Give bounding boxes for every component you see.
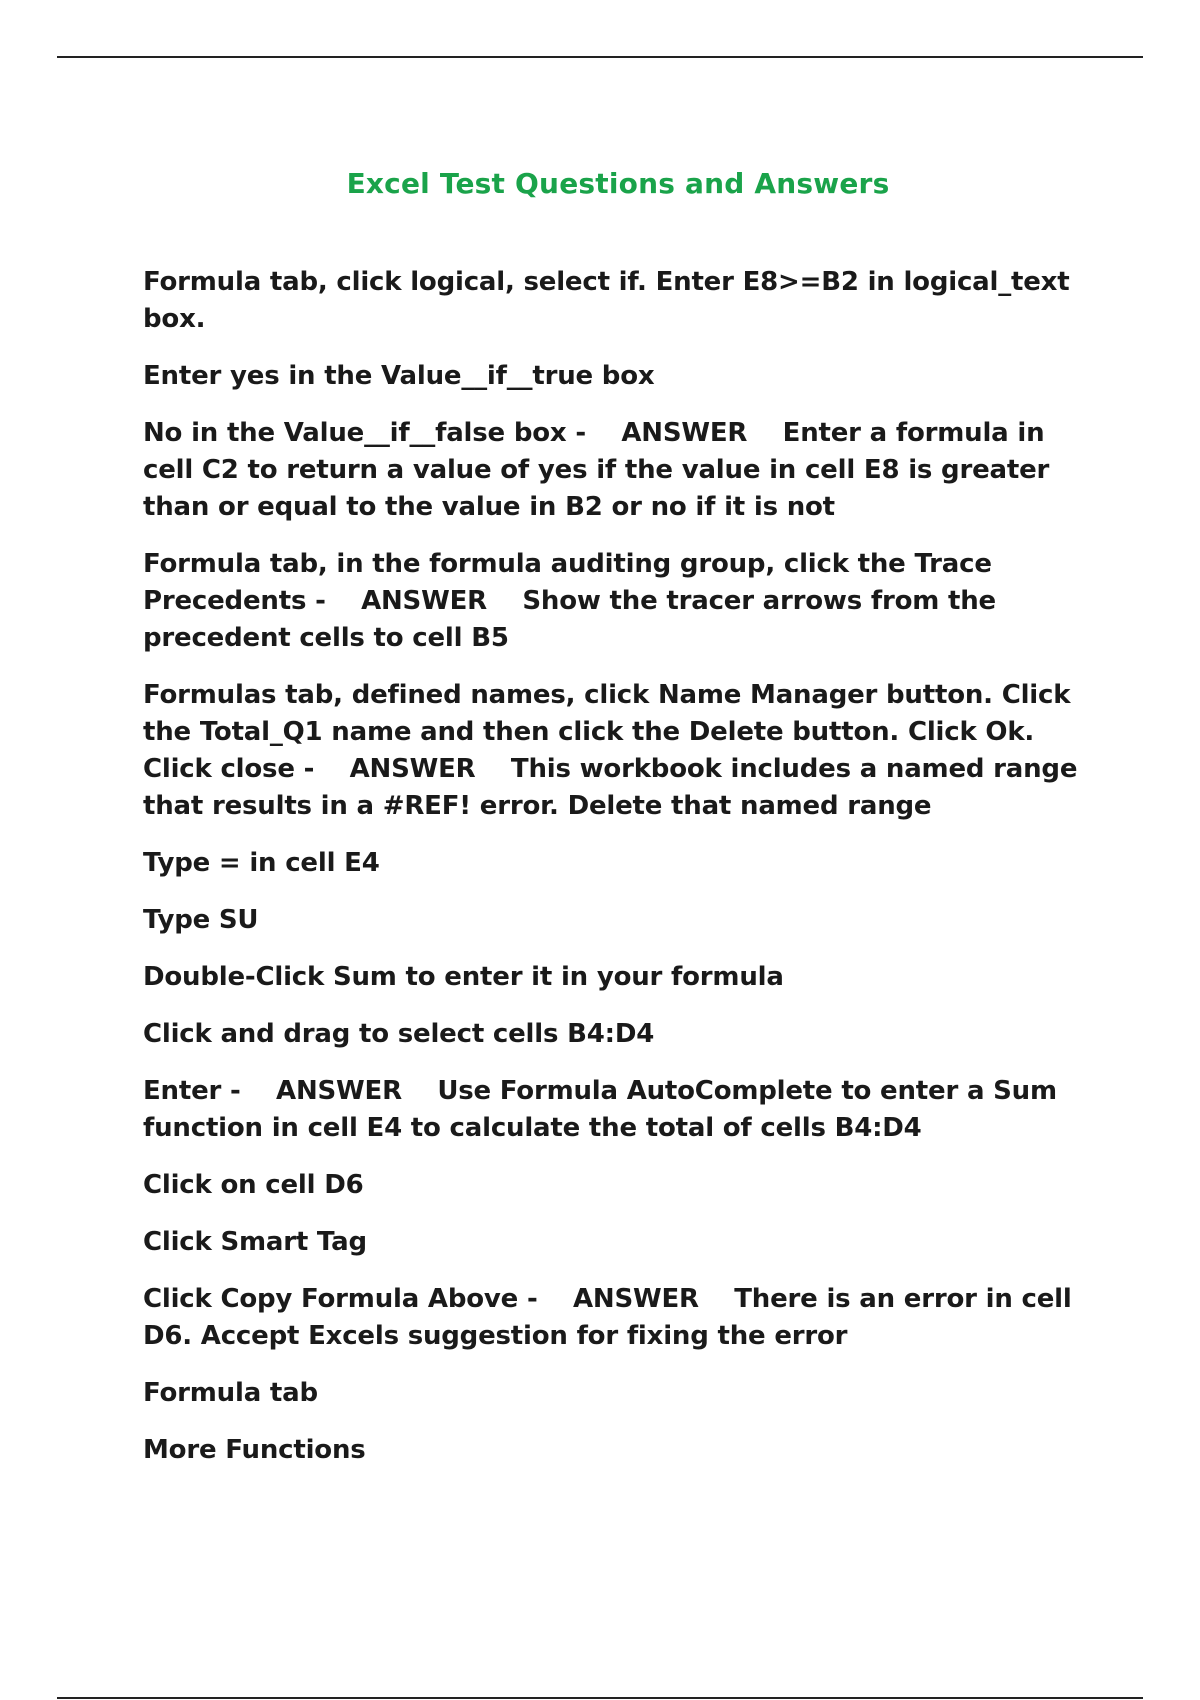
qa-entry: Formula tab, in the formula auditing group, click the Trace Precedents - ANSWER Show the tracer arrows from the precedent cells to cell B5 <box>143 549 996 653</box>
answer-text: Show the tracer arrows from the precedent cells to cell B5 <box>143 586 996 653</box>
entry <box>143 959 1093 996</box>
entry-text: Type SU <box>143 905 259 935</box>
entry <box>143 1375 1093 1412</box>
entry <box>143 902 1093 939</box>
entry-text: Double-Click Sum to enter it in your formula <box>143 962 784 992</box>
entry-text: Formula tab <box>143 1378 318 1408</box>
entry <box>143 264 1093 338</box>
answer-text: This workbook includes a named range that results in a #REF! error. Delete that named range <box>143 754 1078 821</box>
entry-text: Click on cell D6 <box>143 1170 364 1200</box>
entry <box>143 1016 1093 1053</box>
question-text: Enter <box>143 1076 222 1106</box>
top-rule <box>57 56 1143 58</box>
qa-entry: No in the Value__if__false box - ANSWER Enter a formula in cell C2 to return a value of yes if the value in cell E8 is greater than or equal to the value in B2 or no if it is not <box>143 418 1050 522</box>
question-text: No in the Value__if__false box <box>143 418 567 448</box>
entry-text: Formula tab, click logical, select if. Enter E8>=B2 in logical_text box. <box>143 267 1070 334</box>
entry-text: Enter yes in the Value__if__true box <box>143 361 655 391</box>
entry-text: Click Smart Tag <box>143 1227 367 1257</box>
answer-label: ANSWER <box>621 418 748 448</box>
entry <box>143 1224 1093 1261</box>
document-body <box>143 264 1093 1489</box>
question-text: Formulas tab, defined names, click Name Manager button. Click the Total_Q1 name and then click the Delete button. Click Ok. Click close <box>143 680 1071 784</box>
answer-label: ANSWER <box>349 754 476 784</box>
answer-label: ANSWER <box>361 586 487 616</box>
bottom-rule <box>57 1697 1143 1699</box>
answer-text: Use Formula AutoComplete to enter a Sum function in cell E4 to calculate the total of cells B4:D4 <box>143 1076 1057 1143</box>
entry-text: Click and drag to select cells B4:D4 <box>143 1019 655 1049</box>
answer-text: Enter a formula in cell C2 to return a value of yes if the value in cell E8 is greater than or equal to the value in B2 or no if it is not <box>143 418 1050 522</box>
question-text: Click Copy Formula Above <box>143 1284 519 1314</box>
entry-text: More Functions <box>143 1435 366 1465</box>
qa-entry: Formulas tab, defined names, click Name Manager button. Click the Total_Q1 name and then click the Delete button. Click Ok. Click close - ANSWER This workbook includes a named range that results in a #REF! error. Delete that named range <box>143 680 1078 821</box>
answer-text: There is an error in cell D6. Accept Excels suggestion for fixing the error <box>143 1284 1072 1351</box>
entry <box>143 845 1093 882</box>
qa-entry: Click Copy Formula Above - ANSWER There is an error in cell D6. Accept Excels suggestion for fixing the error <box>143 1284 1072 1351</box>
entry <box>143 1167 1093 1204</box>
entry-text: Type = in cell E4 <box>143 848 380 878</box>
entry <box>143 1432 1093 1469</box>
question-text: Formula tab, in the formula auditing group, click the Trace Precedents <box>143 549 992 616</box>
entry <box>143 358 1093 395</box>
answer-label: ANSWER <box>572 1284 699 1314</box>
qa-entry: Enter - ANSWER Use Formula AutoComplete to enter a Sum function in cell E4 to calculate the total of cells B4:D4 <box>143 1076 1057 1143</box>
page-title: Excel Test Questions and Answers <box>346 166 890 200</box>
answer-label: ANSWER <box>276 1076 402 1106</box>
